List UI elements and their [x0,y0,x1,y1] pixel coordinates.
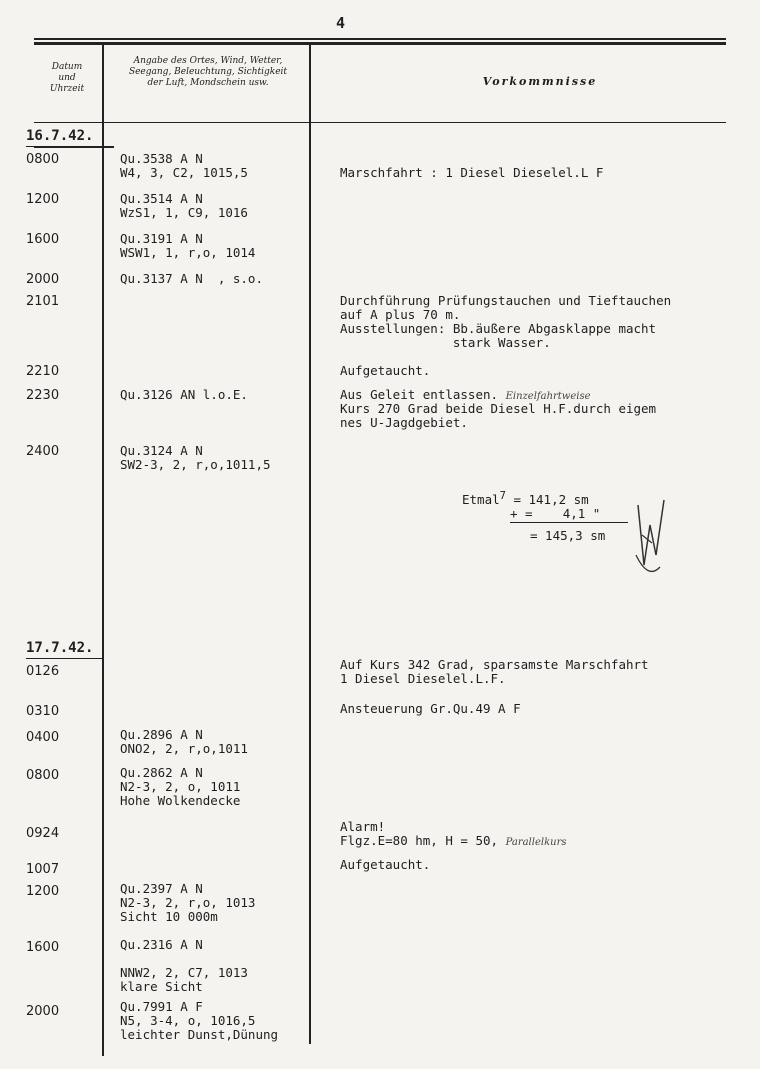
etmal-label-text: Etmal [462,492,500,508]
date-underline [26,146,104,147]
log-position: Qu.2316 A N NNW2, 2, C7, 1013 klare Sicht [120,937,248,994]
log-time: 2000 [26,1004,60,1019]
date-heading: 16.7.42. [26,128,94,144]
header-date-line-1: Datum [51,62,83,72]
log-time: 2400 [26,444,60,459]
log-time: 2000 [26,272,60,287]
column-header-events: Vorkommnisse [482,75,598,88]
date-underline [26,658,104,659]
header-date-line-3: Uhrzeit [49,84,85,94]
handwritten-note: Einzelfahrtweise [505,391,591,402]
log-position: Qu.3126 AN l.o.E. [120,387,248,402]
header-bottom-rule [34,122,726,123]
log-position: Qu.3538 A N W4, 3, C2, 1015,5 [120,151,248,180]
log-time: 0800 [26,768,60,783]
log-remark: Durchführung Prüfungstauchen und Tieftauchen auf A plus 70 m. Ausstellungen: Bb.äußere Abgasklappe macht stark Wasser. [340,293,672,350]
top-rule-thick [34,42,726,45]
column-header-date [36,62,98,95]
etmal-plus: + = [510,506,533,521]
etmal-line-2-value: 4,1 " [562,506,601,521]
log-time: 1200 [26,192,60,207]
log-position: Qu.2397 A N N2-3, 2, r,o, 1013 Sicht 10 000m [120,881,256,924]
handwritten-note: Parallelkurs [505,837,567,848]
log-position: Qu.2862 A N N2-3, 2, o, 1011 Hohe Wolkendecke [120,765,241,808]
log-position: Qu.3137 A N , s.o. [120,271,263,286]
log-time: 0400 [26,730,60,745]
log-position: Qu.2896 A N ONO2, 2, r,o,1011 [120,727,248,756]
remark-text: Alarm! Flgz.E=80 hm, H = 50, [340,819,499,848]
log-remark: Ansteuerung Gr.Qu.49 A F [340,701,521,716]
log-remark: Aufgetaucht. [340,857,431,872]
etmal-label: Etmal$^7$ = 141,2 sm [462,490,589,508]
log-time: 2101 [26,294,60,309]
log-time: 0126 [26,664,60,679]
etmal-line-3: = 145,3 sm [530,528,606,543]
log-time: 1600 [26,232,60,247]
page-number: 4 [336,14,346,32]
signature-mark [630,495,670,585]
remark-text: Aus Geleit entlassen. [340,387,499,402]
log-time: 1200 [26,884,60,899]
log-position: Qu.3514 A N WzS1, 1, C9, 1016 [120,191,248,220]
etmal-line-1: = 141,2 sm [513,492,589,508]
log-position: Qu.3191 A N WSW1, 1, r,o, 1014 [120,231,256,260]
date-heading: 17.7.42. [26,640,94,656]
header-position-line-1: Angabe des Ortes, Wind, Wetter, [133,56,283,66]
log-time: 2210 [26,364,60,379]
log-remark-continued: Kurs 270 Grad beide Diesel H.F.durch eigem nes U-Jagdgebiet. [340,401,657,430]
log-position: Qu.3124 A N SW2-3, 2, r,o,1011,5 [120,443,271,472]
etmal-line-2 [510,506,600,521]
header-date-line-2: und [58,73,76,83]
header-position-line-2: Seegang, Beleuchtung, Sichtigkeit [128,67,288,77]
log-remark: Auf Kurs 342 Grad, sparsamste Marschfahrt 1 Diesel Dieselel.L.F. [340,657,649,686]
log-time: 0924 [26,826,60,841]
log-time: 2230 [26,388,60,403]
header-position-line-3: der Luft, Mondschein usw. [147,78,269,88]
column-divider-2 [309,44,311,1044]
log-time: 0310 [26,704,60,719]
top-rule [34,38,726,40]
log-remark: Marschfahrt : 1 Diesel Dieselel.L F [340,165,604,180]
log-time: 1007 [26,862,60,877]
log-remark [340,820,567,850]
log-remark: Aufgetaucht. [340,363,431,378]
log-time: 0800 [26,152,60,167]
log-position: Qu.7991 A F N5, 3-4, o, 1016,5 leichter Dunst,Dünung [120,999,279,1042]
log-time: 1600 [26,940,60,955]
etmal-sum-rule [510,522,628,523]
column-divider-1 [102,44,104,1056]
column-header-position [106,56,310,89]
